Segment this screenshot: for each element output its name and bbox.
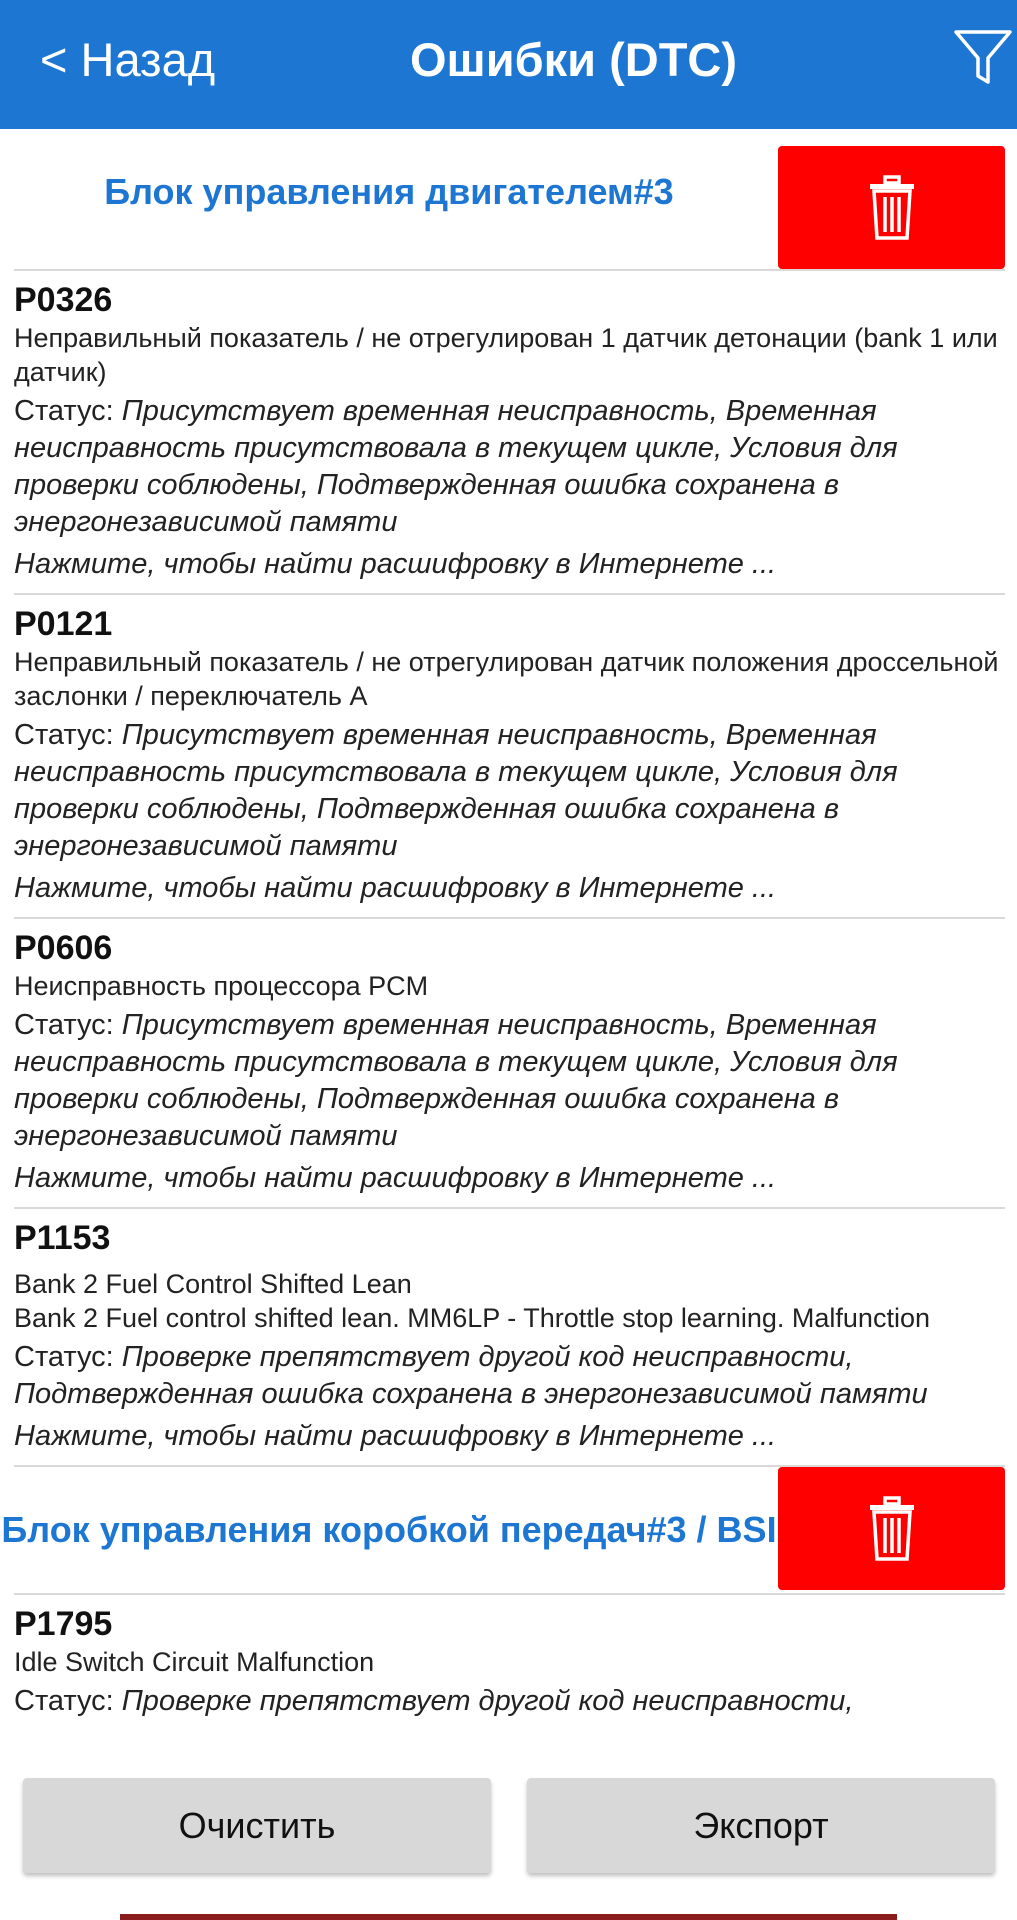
search-online-link[interactable]: Нажмите, чтобы найти расшифровку в Интернете ... <box>14 548 777 580</box>
export-button[interactable]: Экспорт <box>527 1778 995 1873</box>
dtc-description-detail: Bank 2 Fuel control shifted lean. MM6LP - Throttle stop learning. Malfunction <box>14 1303 930 1333</box>
dtc-status: Статус: Присутствует временная неисправность, Временная неисправность присутствовала в текущем цикле, Условия для проверки соблюдены, Подтвержденная ошибка сохранена в энергонезависимой памяти <box>14 395 898 538</box>
dtc-code: P0121 <box>14 605 113 643</box>
filter-icon[interactable] <box>952 26 1014 88</box>
dtc-entry[interactable] <box>0 1209 1017 1467</box>
dtc-list[interactable] <box>0 129 1017 1727</box>
dtc-entry[interactable] <box>0 595 1017 919</box>
dtc-code: P0326 <box>14 281 113 319</box>
clear-button[interactable]: Очистить <box>23 1778 491 1873</box>
search-online-link[interactable]: Нажмите, чтобы найти расшифровку в Интернете ... <box>14 1420 777 1452</box>
dtc-description: Idle Switch Circuit Malfunction <box>14 1647 375 1677</box>
page-title: Ошибки (DTC) <box>409 33 738 86</box>
delete-group-button[interactable] <box>778 1467 1005 1590</box>
trash-icon <box>867 1496 917 1562</box>
back-button[interactable]: < Назад <box>40 33 216 86</box>
delete-group-button[interactable] <box>778 146 1005 269</box>
dtc-code: P1153 <box>14 1219 111 1257</box>
trash-icon <box>867 175 917 241</box>
dtc-description: Неправильный показатель / не отрегулирован датчик положения дроссельной заслонки / переключатель A <box>14 647 999 711</box>
group-title: Блок управления двигателем#3 <box>104 171 674 212</box>
group-header-transmission <box>0 1467 1017 1593</box>
dtc-status: Статус: Проверке препятствует другой код неисправности, Подтвержденная ошибка сохранена в энергонезависимой памяти <box>14 1341 928 1410</box>
group-header-engine <box>0 129 1017 255</box>
dtc-description: Неправильный показатель / не отрегулирован 1 датчик детонации (bank 1 или датчик) <box>14 323 998 387</box>
dtc-code: P1795 <box>14 1605 113 1643</box>
dtc-entry[interactable] <box>0 271 1017 595</box>
bottom-edge-bar <box>120 1914 897 1920</box>
app-bar <box>0 0 1017 129</box>
group-title: Блок управления коробкой передач#3 / BSI <box>1 1509 777 1550</box>
dtc-status: Статус: Проверке препятствует другой код неисправности, <box>14 1685 854 1717</box>
dtc-entry[interactable] <box>0 1595 1017 1720</box>
dtc-status: Статус: Присутствует временная неисправность, Временная неисправность присутствовала в текущем цикле, Условия для проверки соблюдены, Подтвержденная ошибка сохранена в энергонезависимой памяти <box>14 1009 898 1152</box>
dtc-description: Неисправность процессора PCM <box>14 971 429 1001</box>
search-online-link[interactable]: Нажмите, чтобы найти расшифровку в Интернете ... <box>14 872 777 904</box>
dtc-entry[interactable] <box>0 919 1017 1209</box>
search-online-link[interactable]: Нажмите, чтобы найти расшифровку в Интернете ... <box>14 1162 777 1194</box>
dtc-code: P0606 <box>14 929 113 967</box>
dtc-description: Bank 2 Fuel Control Shifted Lean <box>14 1269 412 1299</box>
dtc-status: Статус: Присутствует временная неисправность, Временная неисправность присутствовала в текущем цикле, Условия для проверки соблюдены, Подтвержденная ошибка сохранена в энергонезависимой памяти <box>14 719 898 862</box>
